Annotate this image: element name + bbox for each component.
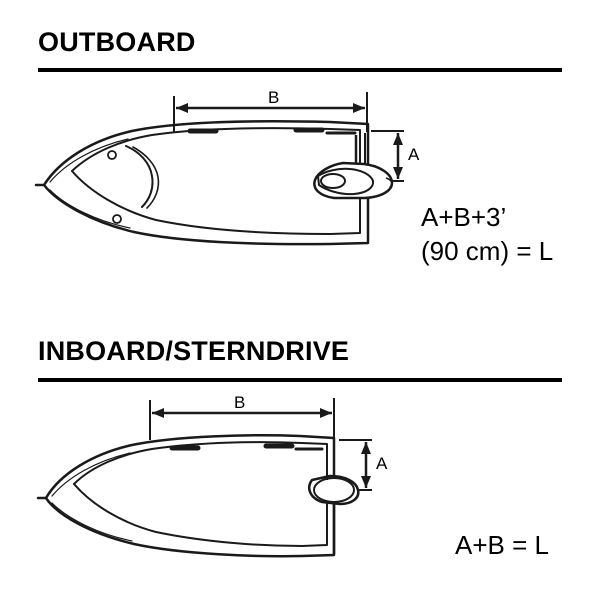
dimension-label-b-outboard: B	[268, 88, 280, 107]
formula-outboard-line1: A+B+3’	[421, 202, 507, 232]
formula-outboard-line2: (90 cm) = L	[421, 236, 554, 266]
boat-hull-inboard	[38, 435, 334, 556]
formula-outboard	[421, 200, 553, 268]
section-title-inboard: INBOARD/STERNDRIVE	[38, 336, 350, 366]
dimension-label-a-outboard: A	[408, 145, 420, 164]
formula-inboard: A+B = L	[455, 530, 549, 560]
section-inboard	[0, 310, 600, 600]
dimension-label-a-inboard: A	[376, 454, 388, 473]
section-title-outboard: OUTBOARD	[38, 27, 196, 57]
outboard-engine	[314, 133, 392, 198]
dimension-label-b-inboard: B	[234, 393, 246, 412]
